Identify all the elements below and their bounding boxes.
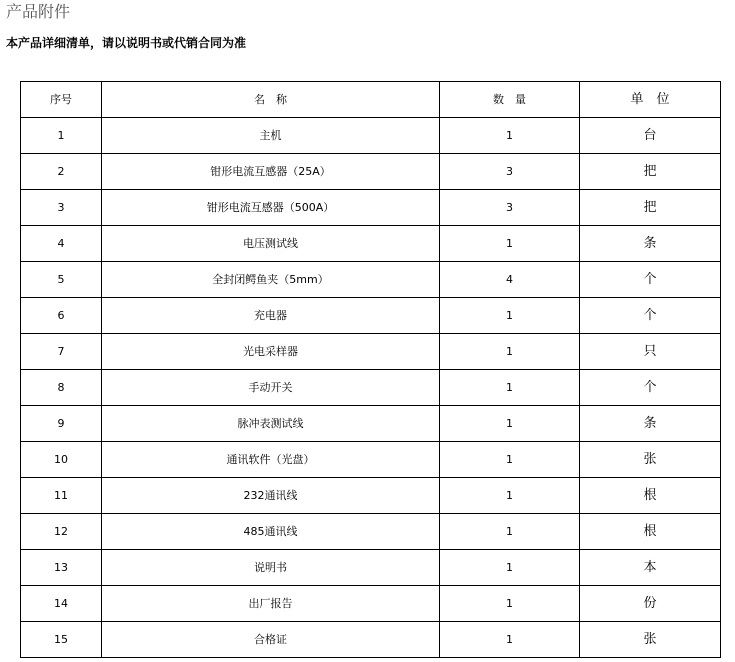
cell-quantity: 1 <box>440 370 580 406</box>
cell-index: 11 <box>21 478 102 514</box>
table-row <box>21 118 721 154</box>
cell-name: 钳形电流互感器（500A） <box>102 190 440 226</box>
cell-quantity: 1 <box>440 442 580 478</box>
table-row <box>21 226 721 262</box>
accessories-table <box>20 81 721 658</box>
cell-unit: 条 <box>580 226 721 262</box>
table-row <box>21 190 721 226</box>
cell-name: 说明书 <box>102 550 440 586</box>
cell-quantity: 1 <box>440 406 580 442</box>
cell-unit: 张 <box>580 442 721 478</box>
cell-name: 脉冲表测试线 <box>102 406 440 442</box>
cell-unit: 只 <box>580 334 721 370</box>
cell-unit: 根 <box>580 514 721 550</box>
cell-name: 合格证 <box>102 622 440 658</box>
cell-index: 3 <box>21 190 102 226</box>
cell-quantity: 3 <box>440 154 580 190</box>
table-row <box>21 442 721 478</box>
header-quantity: 数 量 <box>440 82 580 118</box>
cell-quantity: 1 <box>440 550 580 586</box>
table-row <box>21 298 721 334</box>
cell-index: 12 <box>21 514 102 550</box>
table-row <box>21 370 721 406</box>
cell-quantity: 1 <box>440 478 580 514</box>
cell-index: 4 <box>21 226 102 262</box>
cell-name: 钳形电流互感器（25A） <box>102 154 440 190</box>
cell-quantity: 1 <box>440 118 580 154</box>
table-row <box>21 478 721 514</box>
cell-name: 全封闭鳄鱼夹（5mm） <box>102 262 440 298</box>
cell-quantity: 1 <box>440 586 580 622</box>
cell-unit: 个 <box>580 262 721 298</box>
cell-unit: 本 <box>580 550 721 586</box>
cell-quantity: 4 <box>440 262 580 298</box>
cell-unit: 个 <box>580 298 721 334</box>
cell-quantity: 1 <box>440 514 580 550</box>
cell-unit: 把 <box>580 190 721 226</box>
cell-index: 1 <box>21 118 102 154</box>
cell-index: 7 <box>21 334 102 370</box>
table-row <box>21 154 721 190</box>
cell-index: 15 <box>21 622 102 658</box>
cell-index: 2 <box>21 154 102 190</box>
cell-quantity: 1 <box>440 298 580 334</box>
table-row <box>21 586 721 622</box>
table-row <box>21 406 721 442</box>
cell-name: 485通讯线 <box>102 514 440 550</box>
table-row <box>21 262 721 298</box>
table-row <box>21 334 721 370</box>
page-note: 本产品详细清单，请以说明书或代销合同为准 <box>6 36 247 50</box>
cell-quantity: 3 <box>440 190 580 226</box>
cell-unit: 根 <box>580 478 721 514</box>
cell-name: 电压测试线 <box>102 226 440 262</box>
header-name: 名 称 <box>102 82 440 118</box>
cell-unit: 把 <box>580 154 721 190</box>
table-row <box>21 622 721 658</box>
cell-name: 232通讯线 <box>102 478 440 514</box>
table-row <box>21 550 721 586</box>
cell-unit: 个 <box>580 370 721 406</box>
table-header-row <box>21 82 721 118</box>
cell-unit: 台 <box>580 118 721 154</box>
cell-index: 9 <box>21 406 102 442</box>
cell-index: 10 <box>21 442 102 478</box>
header-unit: 单 位 <box>580 82 721 118</box>
cell-name: 充电器 <box>102 298 440 334</box>
cell-index: 13 <box>21 550 102 586</box>
cell-index: 6 <box>21 298 102 334</box>
cell-quantity: 1 <box>440 226 580 262</box>
page-heading: 产品附件 <box>6 2 71 21</box>
cell-unit: 张 <box>580 622 721 658</box>
cell-index: 5 <box>21 262 102 298</box>
cell-name: 通讯软件（光盘） <box>102 442 440 478</box>
cell-quantity: 1 <box>440 622 580 658</box>
cell-index: 14 <box>21 586 102 622</box>
header-index: 序号 <box>21 82 102 118</box>
cell-name: 主机 <box>102 118 440 154</box>
cell-unit: 条 <box>580 406 721 442</box>
cell-name: 出厂报告 <box>102 586 440 622</box>
cell-name: 手动开关 <box>102 370 440 406</box>
cell-index: 8 <box>21 370 102 406</box>
cell-name: 光电采样器 <box>102 334 440 370</box>
cell-unit: 份 <box>580 586 721 622</box>
table-row <box>21 514 721 550</box>
cell-quantity: 1 <box>440 334 580 370</box>
